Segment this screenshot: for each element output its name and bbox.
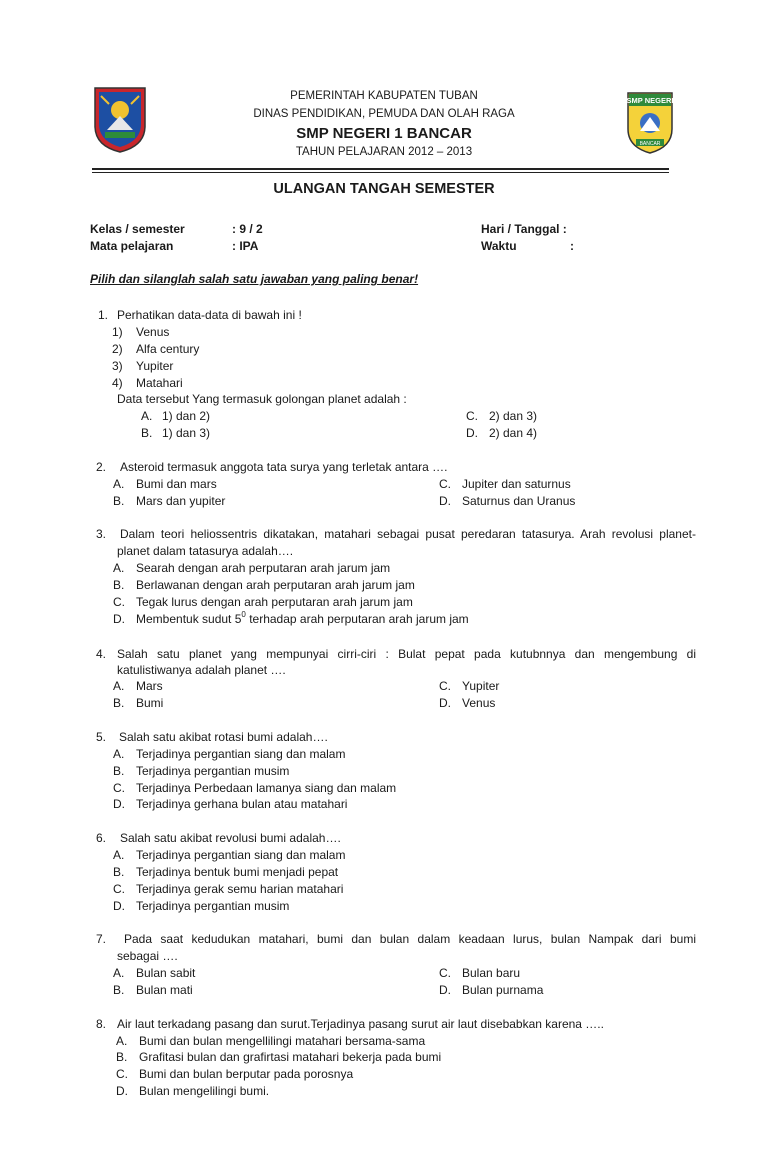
question-text: Perhatikan data-data di bawah ini !: [117, 308, 302, 322]
mapel-label: Mata pelajaran: [90, 239, 174, 253]
header-department: DINAS PENDIDIKAN, PEMUDA DAN OLAH RAGA: [253, 108, 515, 120]
option-letter: D.: [116, 1084, 128, 1098]
list-item-number: 4): [112, 376, 123, 390]
option-b[interactable]: 1) dan 3): [162, 426, 211, 440]
option-letter: C.: [113, 781, 125, 795]
header-government: PEMERINTAH KABUPATEN TUBAN: [290, 90, 478, 102]
option-letter: C.: [439, 966, 451, 980]
question-number: 2.: [96, 460, 107, 474]
option-letter: D.: [439, 494, 451, 508]
question-text: Salah satu akibat revolusi bumi adalah….: [120, 831, 341, 845]
option-d[interactable]: Bulan mengelilingi bumi.: [139, 1084, 270, 1098]
option-letter: C.: [466, 409, 478, 423]
list-item: Matahari: [136, 376, 183, 390]
mapel-value: : IPA: [232, 239, 259, 253]
option-letter: A.: [113, 747, 125, 761]
question-number: 5.: [96, 730, 107, 744]
option-letter: D.: [439, 983, 451, 997]
option-letter: B.: [113, 983, 125, 997]
option-b[interactable]: Bumi: [136, 696, 164, 710]
question-text: Pada saat kedudukan matahari, bumi dan bulan dalam keadaan lurus, bulan Nampak dari bumi: [124, 932, 696, 946]
option-c[interactable]: Jupiter dan saturnus: [462, 477, 571, 491]
option-d[interactable]: 2) dan 4): [489, 426, 538, 440]
option-b[interactable]: Terjadinya bentuk bumi menjadi pepat: [136, 865, 339, 879]
option-a[interactable]: Mars: [136, 679, 163, 693]
question-stem: Data tersebut Yang termasuk golongan planet adalah :: [117, 392, 407, 406]
header-divider-thin: [92, 172, 669, 173]
option-letter: C.: [439, 679, 451, 693]
option-c[interactable]: 2) dan 3): [489, 409, 538, 423]
list-item: Yupiter: [136, 359, 174, 373]
option-a[interactable]: Terjadinya pergantian siang dan malam: [136, 848, 346, 862]
school-logo-text: SMP NEGERI: [626, 96, 674, 105]
option-c[interactable]: Bumi dan bulan berputar pada porosnya: [139, 1067, 354, 1081]
option-c[interactable]: Tegak lurus dengan arah perputaran arah jarum jam: [136, 595, 413, 609]
option-c[interactable]: Terjadinya Perbedaan lamanya siang dan malam: [136, 781, 397, 795]
waktu-label: Waktu: [481, 239, 517, 253]
option-c[interactable]: Terjadinya gerak semu harian matahari: [136, 882, 344, 896]
question-number: 4.: [96, 647, 107, 661]
option-b[interactable]: Grafitasi bulan dan grafirtasi matahari bekerja pada bumi: [139, 1050, 442, 1064]
school-logo-bottom-text: BANCAR: [639, 141, 661, 147]
question-text: Salah satu planet yang mempunyai cirri-ciri : Bulat pepat pada kutubnnya dan mengembung di: [117, 647, 696, 661]
option-letter: D.: [113, 797, 125, 811]
option-letter: A.: [113, 848, 125, 862]
option-a[interactable]: Bumi dan mars: [136, 477, 217, 491]
option-letter: A.: [116, 1034, 128, 1048]
option-c[interactable]: Bulan baru: [462, 966, 521, 980]
option-letter: A.: [141, 409, 153, 423]
option-letter: D.: [466, 426, 478, 440]
option-d[interactable]: Terjadinya gerhana bulan atau matahari: [136, 797, 348, 811]
question-number: 6.: [96, 831, 107, 845]
question-text: Asteroid termasuk anggota tata surya yang terletak antara ….: [120, 460, 448, 474]
option-letter: C.: [116, 1067, 128, 1081]
option-b[interactable]: Berlawanan dengan arah perputaran arah jarum jam: [136, 578, 415, 592]
option-letter: C.: [439, 477, 451, 491]
option-letter: A.: [113, 561, 125, 575]
option-letter: B.: [141, 426, 153, 440]
option-d[interactable]: Saturnus dan Uranus: [462, 494, 576, 508]
header-school-year: TAHUN PELAJARAN 2012 – 2013: [295, 146, 473, 158]
degree-superscript: 0: [241, 610, 246, 619]
option-letter: B.: [113, 865, 125, 879]
option-letter: D.: [113, 612, 125, 626]
option-a[interactable]: Searah dengan arah perputaran arah jarum jam: [136, 561, 391, 575]
option-letter: C.: [113, 595, 125, 609]
question-number: 7.: [96, 932, 107, 946]
question-number: 3.: [96, 527, 107, 541]
header-divider: [92, 168, 669, 170]
option-letter: B.: [113, 578, 125, 592]
question-text-continued: katulistiwanya adalah planet ….: [117, 663, 286, 677]
option-b[interactable]: Mars dan yupiter: [136, 494, 226, 508]
option-d-pre: Membentuk sudut 5: [136, 612, 242, 626]
header-school-name: SMP NEGERI 1 BANCAR: [296, 125, 472, 142]
option-d[interactable]: Bulan purnama: [462, 983, 544, 997]
list-item: Venus: [136, 325, 170, 339]
question-number: 1.: [98, 308, 109, 322]
question-text: Salah satu akibat rotasi bumi adalah….: [119, 730, 328, 744]
question-text: Dalam teori heliossentris dikatakan, matahari sebagai pusat peredaran tatasurya. Arah revolusi planet-: [120, 527, 696, 541]
option-d[interactable]: Venus: [462, 696, 496, 710]
option-letter: D.: [439, 696, 451, 710]
option-c[interactable]: Yupiter: [462, 679, 500, 693]
list-item: Alfa century: [136, 342, 200, 356]
kelas-value: : 9 / 2: [232, 222, 263, 236]
option-letter: B.: [113, 696, 125, 710]
question-text-continued: planet dalam tatasurya adalah….: [117, 544, 294, 558]
option-letter: A.: [113, 477, 125, 491]
option-b[interactable]: Terjadinya pergantian musim: [136, 764, 290, 778]
option-d[interactable]: [136, 612, 469, 627]
waktu-colon: :: [570, 239, 574, 253]
question-text-continued: sebagai ….: [117, 949, 178, 963]
option-b[interactable]: Bulan mati: [136, 983, 193, 997]
exam-title: ULANGAN TANGAH SEMESTER: [273, 181, 495, 197]
question-number: 8.: [96, 1017, 107, 1031]
option-letter: D.: [113, 899, 125, 913]
list-item-number: 2): [112, 342, 123, 356]
option-letter: B.: [113, 494, 125, 508]
list-item-number: 1): [112, 325, 123, 339]
option-letter: A.: [113, 679, 125, 693]
option-d-post: terhadap arah perputaran arah jarum jam: [245, 612, 469, 626]
question-text: Air laut terkadang pasang dan surut.Terjadinya pasang surut air laut disebabkan karena …..: [117, 1017, 604, 1031]
option-letter: B.: [116, 1050, 128, 1064]
option-d[interactable]: Terjadinya pergantian musim: [136, 899, 290, 913]
option-a[interactable]: Terjadinya pergantian siang dan malam: [136, 747, 346, 761]
list-item-number: 3): [112, 359, 123, 373]
option-letter: A.: [113, 966, 125, 980]
option-letter: C.: [113, 882, 125, 896]
option-letter: B.: [113, 764, 125, 778]
instruction: Pilih dan silanglah salah satu jawaban yang paling benar!: [90, 272, 419, 286]
option-a[interactable]: Bulan sabit: [136, 966, 196, 980]
hari-tanggal-label: Hari / Tanggal :: [481, 222, 567, 236]
kelas-label: Kelas / semester: [90, 222, 185, 236]
option-a[interactable]: Bumi dan bulan mengellilingi matahari bersama-sama: [139, 1034, 426, 1048]
option-a[interactable]: 1) dan 2): [162, 409, 211, 423]
